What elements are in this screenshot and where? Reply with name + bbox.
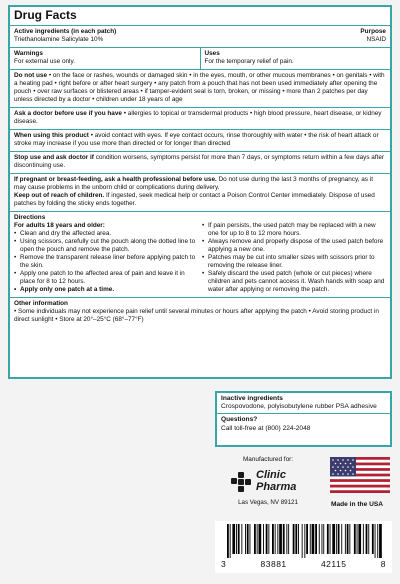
pregnancy-text: Do not use during the last 3 months of pregnancy, as it may cause problems in the unborn child or complications during delivery. [14, 176, 373, 191]
barcode-digit-group-right: 42115 [320, 559, 347, 569]
keep-out-heading: Keep out of reach of children. [14, 192, 105, 199]
barcode-bar [254, 524, 256, 554]
barcode-bar [372, 524, 374, 554]
barcode-bars-icon [221, 524, 386, 558]
list-item: • Using scissors, carefully cut the pouch along the dotted line to open the pouch and remove the patch. [14, 238, 198, 254]
inactive-ingredients-text: Crospovodone, polyisobutylene rubber PSA adhesive [221, 403, 377, 411]
active-ingredient: Triethanolamine Salicylate 10% [14, 36, 104, 43]
questions-heading: Questions? [221, 416, 258, 424]
uses-text: For the temporary relief of pain. [204, 58, 294, 65]
other-information-section [10, 297, 390, 327]
barcode [215, 521, 392, 573]
purpose-heading: Purpose [360, 28, 386, 35]
usa-flag-icon [330, 457, 390, 493]
stop-use-heading: Stop use and ask doctor if [14, 154, 94, 161]
barcode-bar [272, 524, 274, 554]
barcode-bar [245, 524, 246, 554]
list-item: • If pain persists, the used patch may be replaced with a new one for up to 8 to 12 more hours. [202, 222, 386, 238]
barcode-bar [349, 524, 350, 554]
barcode-bar [323, 524, 324, 554]
questions-text: Call toll-free at (800) 224-2048 [221, 424, 311, 432]
list-item: • Clean and dry the affected area. [14, 230, 198, 238]
list-item: • Apply one patch to the affected area of pain and leave it in place for 8 to 12 hours. [14, 270, 198, 286]
barcode-bar [312, 524, 315, 554]
barcode-bar [345, 524, 346, 554]
ask-doctor-text: • allergies to topical or transdermal products • high blood pressure, heart disease, or kidney disease. [14, 110, 382, 125]
barcode-bar [319, 524, 320, 554]
barcode-bar [315, 524, 317, 554]
uses-heading: Uses [204, 50, 220, 57]
barcode-bar [368, 524, 369, 554]
barcode-bar [227, 524, 229, 558]
barcode-bar [236, 524, 237, 554]
barcode-bar [259, 524, 262, 554]
keep-out-text: If ingested, seek medical help or contact a Poison Control Center immediately. Dispose of used patches by folding the sticky ends together. [14, 192, 375, 207]
barcode-bar [363, 524, 364, 554]
barcode-bar [241, 524, 242, 554]
inactive-ingredients-section [217, 393, 390, 413]
barcode-bar [354, 524, 356, 554]
barcode-bar [332, 524, 335, 554]
list-item: • Patches may be cut into smaller sizes with scissors prior to removing the release liner. [202, 254, 386, 270]
barcode-bar [268, 524, 269, 554]
ask-doctor-section [10, 107, 390, 129]
inactive-ingredients-panel [215, 391, 392, 447]
drug-facts-panel [8, 5, 392, 379]
pregnancy-section [10, 173, 390, 211]
warnings-uses-row [10, 47, 390, 69]
purpose-value: NSAID [366, 36, 386, 43]
stop-use-section [10, 151, 390, 173]
list-item: • Remove the transparent release liner before applying patch to the skin. [14, 254, 198, 270]
barcode-digit-prefix: 3 [221, 559, 227, 569]
barcode-bar [298, 524, 299, 554]
barcode-bar [257, 524, 258, 554]
barcode-bar [286, 524, 287, 554]
barcode-bar [232, 524, 235, 554]
active-ingredients-heading: Active ingredients (in each patch) [14, 28, 117, 35]
barcode-bar [322, 524, 323, 554]
barcode-bar [310, 524, 311, 554]
clinic-pharma-logo-icon [230, 471, 252, 493]
barcode-bar [358, 524, 361, 554]
barcode-bar [338, 524, 340, 554]
directions-subheading: For adults 18 years and older: [14, 222, 105, 229]
active-ingredients-section [10, 26, 390, 47]
directions-right-list [202, 222, 386, 294]
barcode-bar [293, 524, 295, 554]
directions-section [10, 211, 390, 297]
barcode-digit-check: 8 [380, 559, 386, 569]
barcode-bar [347, 524, 349, 554]
logo-name-line1: Clinic [256, 469, 286, 481]
barcode-bar [375, 524, 376, 558]
manufactured-for-label: Manufactured for: [242, 456, 294, 463]
barcode-bar [230, 524, 231, 558]
barcode-bar [377, 524, 378, 558]
barcode-bar [330, 524, 331, 554]
barcode-digit-group-left: 83881 [260, 559, 287, 569]
do-not-use-section [10, 69, 390, 107]
barcode-bar [306, 524, 308, 554]
warnings-text: For external use only. [14, 58, 75, 65]
barcode-bar [266, 524, 268, 554]
barcode-bar [327, 524, 329, 554]
barcode-bar [366, 524, 368, 554]
manufacturer-block [230, 456, 306, 507]
barcode-bar [336, 524, 337, 554]
barcode-bar [250, 524, 251, 554]
clinic-pharma-logo [230, 470, 306, 493]
barcode-bar [275, 524, 276, 554]
barcode-digits [221, 559, 386, 570]
manufacturer-location: Las Vegas, NV 89121 [238, 499, 298, 507]
barcode-bar [288, 524, 289, 554]
barcode-bar [341, 524, 342, 554]
when-using-text: • avoid contact with eyes. If eye contact occurs, rinse thoroughly with water • the risk of heart attack or stroke may increase if you use more than directed or for longer than directed [14, 132, 379, 147]
do-not-use-text: • on the face or rashes, wounds or damaged skin • in the eyes, mouth, or other mucous membranes • on genitals • with a heating pad • right before or after heart surgery • any patch from a pouch that has not been used immediately after opening the pouch • over raw surfaces or blistered areas • if tamper-evident seal is torn, broken, or missing • more than 2 patches per day unless directed by a doctor • children under 18 years of age [14, 72, 385, 103]
uses-section [200, 48, 391, 69]
pregnancy-heading: If pregnant or breast-feeding, ask a health professional before use. [14, 176, 217, 183]
list-item: • Apply only one patch at a time. [14, 286, 198, 294]
other-information-heading: Other information [14, 300, 68, 307]
barcode-bar [304, 524, 305, 558]
other-information-text: • Some individuals may not experience pain relief until several minutes or hours after applying the patch • Avoid storing product in direct sunlight • Store at 20°–25°C (68°–77°F) [14, 308, 379, 323]
barcode-bar [263, 524, 264, 554]
barcode-bar [283, 524, 285, 554]
stop-use-text: condition worsens, symptoms persist for more than 7 days, or symptoms return within a few days after discontinuing use. [14, 154, 385, 169]
directions-heading: Directions [14, 214, 46, 221]
barcode-bar [279, 524, 282, 554]
warnings-section [10, 48, 200, 69]
barcode-bar [238, 524, 240, 554]
when-using-section [10, 129, 390, 151]
inactive-ingredients-heading: Inactive ingredients [221, 395, 283, 402]
ask-doctor-heading: Ask a doctor before use if you have [14, 110, 122, 117]
warnings-heading: Warnings [14, 50, 43, 57]
list-item: • Always remove and properly dispose of the used patch before applying a new one. [202, 238, 386, 254]
drug-facts-title: Drug Facts [10, 7, 390, 26]
logo-name-line2: Pharma [256, 480, 297, 493]
directions-left-list [14, 230, 198, 294]
barcode-bar [302, 524, 303, 558]
made-in-usa-label: Made in the USA [330, 501, 384, 508]
barcode-bar [357, 524, 358, 554]
barcode-bar [277, 524, 278, 554]
barcode-bar [247, 524, 249, 554]
when-using-heading: When using this product [14, 132, 89, 139]
questions-section [217, 413, 390, 434]
list-item: • Safely discard the used patch (whole or cut pieces) where children and pets cannot access it. Wash hands with soap and water after applying or removing the patch. [202, 270, 386, 294]
barcode-bar [379, 524, 382, 558]
barcode-bar [295, 524, 297, 554]
do-not-use-heading: Do not use [14, 72, 48, 79]
